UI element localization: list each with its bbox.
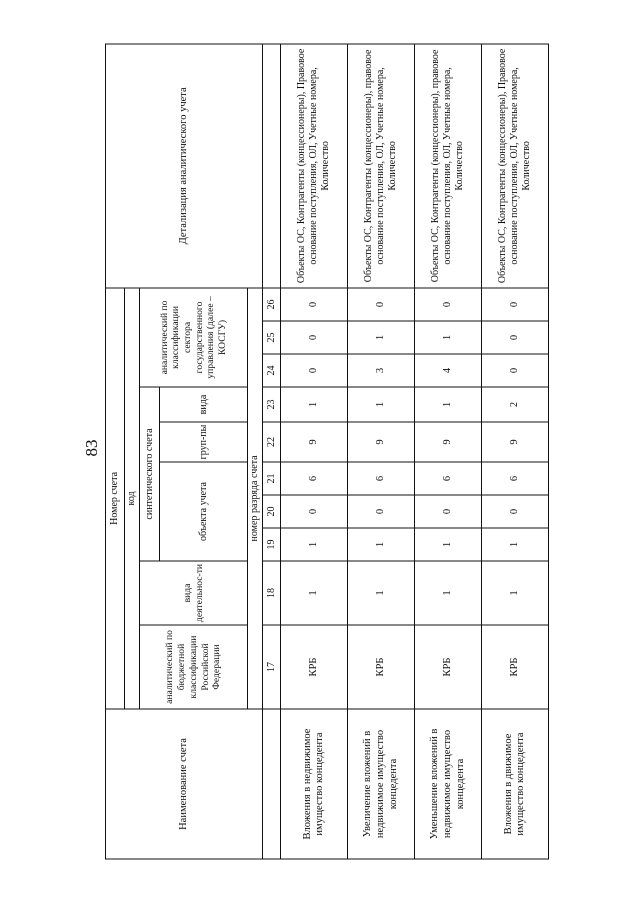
cell: 4 [415, 354, 482, 387]
header-kind: вида [160, 387, 248, 422]
cell: 0 [482, 288, 549, 321]
cell: КРБ [482, 625, 549, 709]
cell: 9 [482, 422, 549, 462]
account-name: Увеличение вложений в недвижимое имущество концедента [348, 709, 415, 859]
cell: 6 [348, 462, 415, 495]
cell: 0 [281, 354, 348, 387]
cell: 6 [415, 462, 482, 495]
column-number: 17 [263, 625, 281, 709]
account-detail: Объекты ОС, Контрагенты (концессионеры), правовое основание поступления, ОЛ, Учетные номера, Количество [348, 44, 415, 288]
cell: 9 [348, 422, 415, 462]
cell: 0 [281, 321, 348, 354]
header-digit-number: номер разряда счета [248, 288, 263, 709]
column-number: 22 [263, 422, 281, 462]
column-number: 25 [263, 321, 281, 354]
cell: 1 [348, 387, 415, 422]
cell: 0 [348, 495, 415, 528]
column-number [263, 709, 281, 859]
cell: 1 [415, 321, 482, 354]
cell: 9 [415, 422, 482, 462]
column-number: 18 [263, 561, 281, 625]
accounts-table [105, 43, 549, 859]
cell: 1 [281, 561, 348, 625]
account-name: Вложения в недвижимое имущество концедента [281, 709, 348, 859]
account-name: Вложения в движимое имущество концедента [482, 709, 549, 859]
column-number [263, 44, 281, 288]
table-row [281, 44, 348, 859]
cell: 1 [415, 387, 482, 422]
cell: 9 [281, 422, 348, 462]
account-detail: Объекты ОС, Контрагенты (концессионеры), Правовое основание поступления, ОЛ, Учетные номера, Количество [281, 44, 348, 288]
column-number: 20 [263, 495, 281, 528]
cell: 0 [348, 288, 415, 321]
cell: 1 [281, 528, 348, 561]
cell: 1 [415, 561, 482, 625]
cell: КРБ [415, 625, 482, 709]
cell: 2 [482, 387, 549, 422]
cell: 6 [281, 462, 348, 495]
cell: 1 [415, 528, 482, 561]
account-detail: Объекты ОС, Контрагенты (концессионеры), правовое основание поступления, ОЛ, Учетные номера, Количество [415, 44, 482, 288]
cell: 1 [482, 561, 549, 625]
column-number: 19 [263, 528, 281, 561]
header-account-name: Наименование счета [106, 709, 263, 859]
column-number: 21 [263, 462, 281, 495]
cell: 3 [348, 354, 415, 387]
column-number: 24 [263, 354, 281, 387]
column-number: 26 [263, 288, 281, 321]
cell: 0 [415, 288, 482, 321]
cell: 0 [281, 495, 348, 528]
header-code: код [125, 288, 140, 709]
cell: 1 [281, 387, 348, 422]
header-object: объекта учета [160, 462, 248, 561]
header-detail: Детализация аналитического учета [106, 44, 263, 288]
header-kosgu: аналитический по классификации сектора государственного управления (далее – КОСГУ) [140, 288, 248, 387]
cell: 0 [281, 288, 348, 321]
cell: 1 [348, 561, 415, 625]
column-number: 23 [263, 387, 281, 422]
page-number: 83 [82, 439, 101, 457]
cell: КРБ [281, 625, 348, 709]
header-synthetic-account: синтетического счета [140, 387, 160, 561]
table-row [482, 44, 549, 859]
cell: 0 [482, 354, 549, 387]
cell: 6 [482, 462, 549, 495]
cell: 0 [482, 495, 549, 528]
header-budget-classification: аналитический по бюджетной классификации Российской Федерации [140, 625, 248, 709]
header-activity-type: вида деятельнос-ти [140, 561, 248, 625]
rotated-table-container [105, 45, 535, 860]
header-account-number: Номер счета [106, 288, 125, 709]
cell: 1 [348, 321, 415, 354]
cell: 1 [482, 528, 549, 561]
table-row [415, 44, 482, 859]
cell: 0 [482, 321, 549, 354]
cell: 1 [348, 528, 415, 561]
header-group: груп-пы [160, 422, 248, 462]
table-row [348, 44, 415, 859]
cell: КРБ [348, 625, 415, 709]
account-name: Уменьшение вложений в недвижимое имущество концедента [415, 709, 482, 859]
cell: 0 [415, 495, 482, 528]
account-detail: Объекты ОС, Контрагенты (концессионеры), Правовое основание поступления, ОЛ, Учетные номера, Количество [482, 44, 549, 288]
